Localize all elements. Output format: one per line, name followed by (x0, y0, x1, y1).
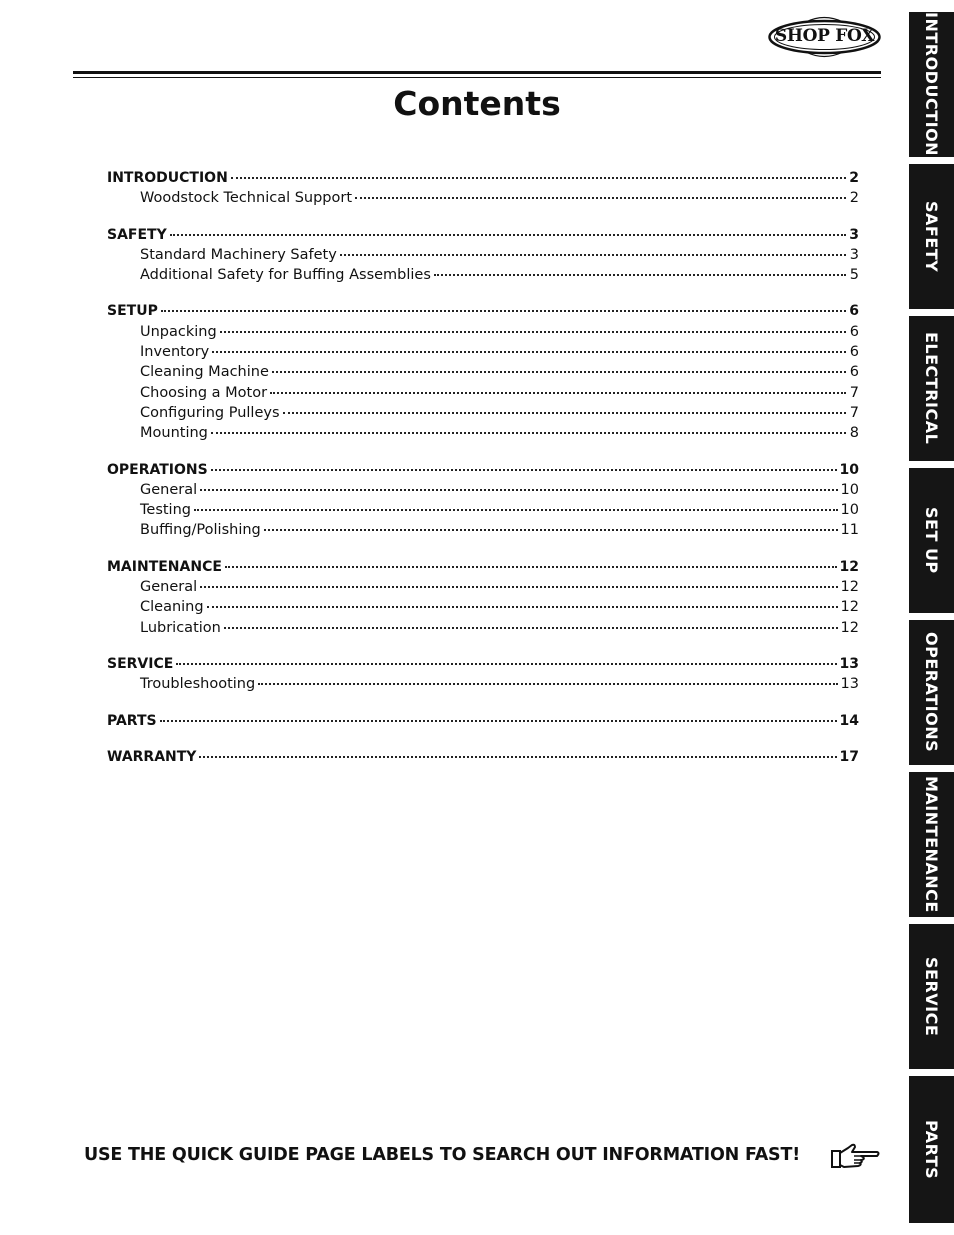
toc-page-number: 10 (840, 481, 859, 498)
toc-leader-dots (194, 508, 838, 511)
toc-leader-dots (283, 411, 847, 414)
toc-section (107, 747, 859, 767)
side-tab-label: MAINTENANCE (922, 776, 941, 913)
toc-subsection-entry[interactable] (107, 403, 859, 423)
toc-subsection-label: Additional Safety for Buffing Assemblies (140, 267, 431, 284)
toc-section-entry[interactable] (107, 747, 859, 767)
toc-subsection-label: Troubleshooting (140, 676, 256, 693)
toc-subsection-label: General (140, 579, 198, 596)
toc-subsection-label: Mounting (140, 425, 208, 442)
toc-section-label: SAFETY (107, 226, 167, 243)
side-tab-label: SET UP (922, 507, 941, 574)
side-tab-electrical[interactable] (909, 316, 954, 461)
toc-section-label: INTRODUCTION (107, 170, 228, 186)
toc-leader-dots (355, 196, 846, 199)
toc-leader-dots (264, 528, 838, 531)
brand-logo (768, 14, 881, 60)
quick-guide-note: USE THE QUICK GUIDE PAGE LABELS TO SEARCH OUT INFORMATION FAST! (84, 1145, 800, 1165)
toc-page-number: 3 (849, 246, 859, 263)
toc-subsection-entry[interactable] (107, 245, 859, 265)
toc-leader-dots (207, 605, 838, 608)
toc-subsection-label: Configuring Pulleys (140, 404, 280, 421)
toc-page-number: 6 (849, 323, 859, 340)
toc-page-number: 12 (840, 579, 859, 596)
toc-subsection-label: General (140, 481, 198, 498)
toc-subsection-label: Choosing a Motor (140, 384, 268, 401)
side-tab-parts[interactable] (909, 1076, 954, 1223)
toc-leader-dots (212, 350, 846, 353)
side-tab-maintenance[interactable] (909, 772, 954, 917)
toc-leader-dots (220, 330, 846, 333)
side-tab-introduction[interactable] (909, 12, 954, 157)
toc-leader-dots (211, 431, 846, 434)
side-tab-label: INTRODUCTION (922, 12, 941, 157)
side-tab-safety[interactable] (909, 164, 954, 309)
toc-subsection-label: Testing (140, 502, 191, 519)
toc-leader-dots (224, 626, 838, 629)
side-tab-service[interactable] (909, 924, 954, 1069)
toc-leader-dots (211, 468, 837, 471)
toc-subsection-entry[interactable] (107, 597, 859, 617)
toc-subsection-entry[interactable] (107, 423, 859, 443)
page-title: Contents (393, 84, 561, 123)
toc-page-number: 8 (849, 425, 859, 442)
toc-subsection-entry[interactable] (107, 322, 859, 342)
toc-leader-dots (231, 176, 846, 179)
toc-leader-dots (434, 273, 846, 276)
toc-subsection-entry[interactable] (107, 674, 859, 694)
toc-subsection-entry[interactable] (107, 362, 859, 382)
toc-section (107, 654, 859, 695)
toc-leader-dots (199, 755, 836, 758)
toc-section (107, 711, 859, 731)
toc-subsection-label: Standard Machinery Safety (140, 246, 337, 263)
toc-section-entry[interactable] (107, 460, 859, 480)
toc-page-number: 3 (849, 226, 859, 243)
toc-section-entry[interactable] (107, 225, 859, 245)
toc-subsection-entry[interactable] (107, 520, 859, 540)
toc-section (107, 460, 859, 541)
toc-page-number: 10 (839, 461, 859, 478)
toc-page-number: 13 (840, 676, 859, 693)
toc-section (107, 557, 859, 638)
side-tab-label: ELECTRICAL (922, 332, 941, 445)
toc-subsection-label: Buffing/Polishing (140, 522, 261, 539)
toc-section-label: SERVICE (107, 655, 174, 672)
toc-subsection-label: Woodstock Technical Support (140, 190, 353, 207)
toc-page-number: 17 (839, 748, 859, 765)
toc-page-number: 5 (849, 267, 859, 284)
side-tab-operations[interactable] (909, 620, 954, 765)
toc-section-entry[interactable] (107, 557, 859, 577)
toc-page-number: 7 (849, 404, 859, 421)
toc-page-number: 12 (840, 599, 859, 616)
toc-leader-dots (161, 309, 846, 312)
toc-page-number: 13 (839, 655, 859, 672)
toc-subsection-entry[interactable] (107, 342, 859, 362)
toc-page-number: 12 (839, 558, 859, 575)
toc-subsection-entry[interactable] (107, 577, 859, 597)
toc-section-label: SETUP (107, 303, 158, 320)
logo-text: SHOP FOX (774, 26, 875, 46)
side-tab-label: SERVICE (922, 956, 941, 1037)
toc-section (107, 225, 859, 286)
toc-leader-dots (225, 565, 837, 568)
toc-subsection-entry[interactable] (107, 383, 859, 403)
toc-page-number: 14 (839, 712, 859, 729)
table-of-contents (107, 168, 859, 783)
toc-leader-dots (176, 662, 836, 665)
toc-leader-dots (160, 719, 837, 722)
side-tab-label: SAFETY (922, 200, 941, 273)
toc-leader-dots (200, 585, 837, 588)
toc-leader-dots (270, 391, 846, 394)
toc-section-label: PARTS (107, 712, 157, 729)
toc-page-number: 6 (849, 344, 859, 361)
toc-leader-dots (170, 233, 846, 236)
header-rule-thin (73, 77, 881, 78)
toc-section-label: WARRANTY (107, 748, 197, 765)
toc-subsection-label: Unpacking (140, 323, 217, 340)
toc-page-number: 6 (849, 364, 859, 381)
toc-subsection-label: Cleaning (140, 599, 204, 616)
toc-section-entry[interactable] (107, 168, 859, 188)
toc-leader-dots (340, 253, 846, 256)
toc-section (107, 301, 859, 443)
toc-leader-dots (272, 370, 846, 373)
toc-leader-dots (258, 682, 837, 685)
toc-page-number: 12 (840, 619, 859, 636)
side-tab-set-up[interactable] (909, 468, 954, 613)
toc-page-number: 10 (840, 502, 859, 519)
toc-subsection-entry[interactable] (107, 265, 859, 285)
toc-section-entry[interactable] (107, 654, 859, 674)
toc-subsection-entry[interactable] (107, 500, 859, 520)
toc-subsection-entry[interactable] (107, 188, 859, 208)
toc-page-number: 11 (840, 522, 859, 539)
toc-page-number: 7 (849, 384, 859, 401)
toc-subsection-entry[interactable] (107, 480, 859, 500)
toc-subsection-label: Inventory (140, 344, 210, 361)
toc-section-entry[interactable] (107, 711, 859, 731)
toc-section-label: OPERATIONS (107, 461, 208, 478)
toc-page-number: 2 (849, 170, 859, 186)
toc-page-number: 6 (849, 303, 859, 320)
toc-section-label: MAINTENANCE (107, 558, 222, 575)
toc-section-entry[interactable] (107, 301, 859, 321)
toc-subsection-label: Lubrication (140, 619, 221, 636)
side-tab-label: PARTS (922, 1119, 941, 1180)
toc-section (107, 168, 859, 209)
toc-leader-dots (200, 488, 837, 491)
toc-subsection-label: Cleaning Machine (140, 364, 269, 381)
side-tab-label: OPERATIONS (922, 632, 941, 753)
pointing-hand-icon (830, 1143, 882, 1171)
header-rule-thick (73, 71, 881, 74)
toc-subsection-entry[interactable] (107, 618, 859, 638)
toc-page-number: 2 (849, 190, 859, 207)
